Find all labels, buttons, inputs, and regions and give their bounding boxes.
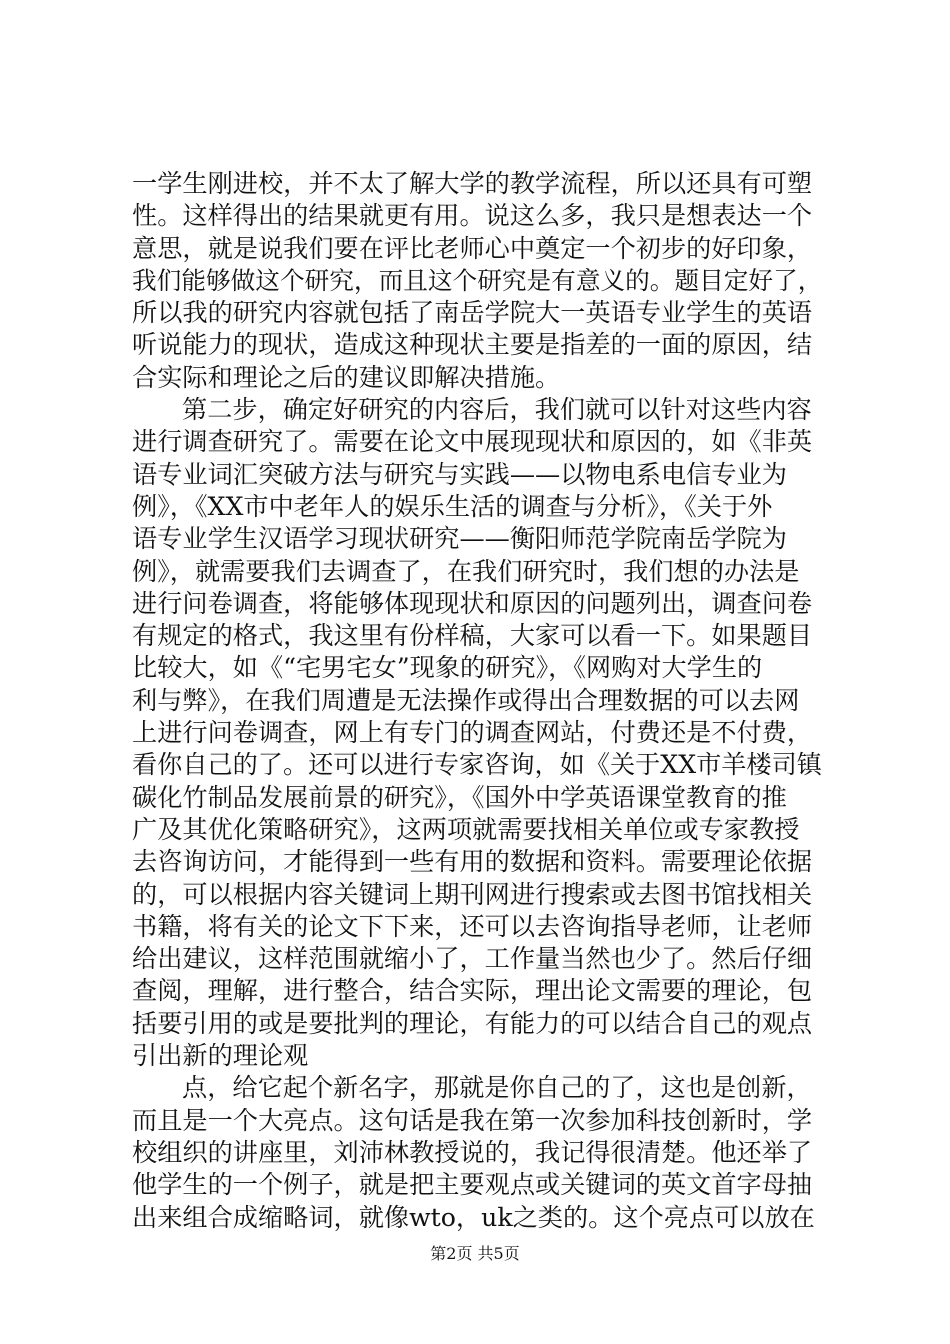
text-line: 语专业词汇突破方法与研究与实践——以物电系电信专业为 xyxy=(132,459,787,489)
text-line: 进行问卷调查，将能够体现现状和原因的问题列出，调查问卷 xyxy=(132,588,813,618)
text-line: 我们能够做这个研究，而且这个研究是有意义的。题目定好了， xyxy=(132,265,823,295)
text-line: 去咨询访问，才能得到一些有用的数据和资料。需要理论依据 xyxy=(132,847,813,877)
text-line: 碳化竹制品发展前景的研究》，《国外中学英语课堂教育的推 xyxy=(132,782,787,812)
text-line: 引出新的理论观 xyxy=(132,1041,309,1071)
text-line: 听说能力的现状，造成这种现状主要是指差的一面的原因，结 xyxy=(132,330,813,360)
text-line: 意思，就是说我们要在评比老师心中奠定一个初步的好印象， xyxy=(132,233,813,263)
text-line: 性。这样得出的结果就更有用。说这么多，我只是想表达一个 xyxy=(132,201,813,231)
text-line: 所以我的研究内容就包括了南岳学院大一英语专业学生的英语 xyxy=(132,298,813,328)
text-line: 出来组合成缩略词，就像wto，uk之类的。这个亮点可以放在 xyxy=(132,1202,815,1232)
text-line: 给出建议，这样范围就缩小了，工作量当然也少了。然后仔细 xyxy=(132,944,813,974)
text-line: 合实际和理论之后的建议即解决措施。 xyxy=(132,362,561,392)
text-line: 例》，就需要我们去调查了，在我们研究时，我们想的办法是 xyxy=(132,556,800,586)
text-line: 利与弊》，在我们周遭是无法操作或得出合理数据的可以去网 xyxy=(132,685,800,715)
body-text xyxy=(132,168,822,1234)
text-line: 他学生的一个例子，就是把主要观点或关键词的英文首字母抽 xyxy=(132,1170,813,1200)
text-line: 有规定的格式，我这里有份样稿，大家可以看一下。如果题目 xyxy=(132,621,813,651)
text-line: 比较大，如《“宅男宅女”现象的研究》，《网购对大学生的 xyxy=(132,653,763,683)
text-line: 书籍，将有关的论文下下来，还可以去咨询指导老师，让老师 xyxy=(132,911,813,941)
text-line: 上进行问卷调查，网上有专门的调查网站，付费还是不付费， xyxy=(132,718,813,748)
text-line: 查阅，理解，进行整合，结合实际，理出论文需要的理论，包 xyxy=(132,976,813,1006)
text-line: 第二步，确定好研究的内容后，我们就可以针对这些内容 xyxy=(182,395,812,425)
text-line: 一学生刚进校，并不太了解大学的教学流程，所以还具有可塑 xyxy=(132,169,813,198)
text-line: 看你自己的了。还可以进行专家咨询，如《关于XX市羊楼司镇 xyxy=(132,750,822,780)
text-line: 点，给它起个新名字，那就是你自己的了，这也是创新， xyxy=(182,1073,812,1103)
text-line: 语专业学生汉语学习现状研究——衡阳师范学院南岳学院为 xyxy=(132,524,787,554)
page-number-label: 第2页 共5页 xyxy=(430,1244,520,1263)
page-footer xyxy=(0,1244,950,1264)
text-line: 的，可以根据内容关键词上期刊网进行搜索或去图书馆找相关 xyxy=(132,879,813,909)
text-line: 例》，《XX市中老年人的娱乐生活的调查与分析》，《关于外 xyxy=(132,491,773,521)
text-line: 广及其优化策略研究》，这两项就需要找相关单位或专家教授 xyxy=(132,814,800,844)
text-line: 校组织的讲座里，刘沛林教授说的，我记得很清楚。他还举了 xyxy=(132,1137,813,1167)
text-line: 而且是一个大亮点。这句话是我在第一次参加科技创新时，学 xyxy=(132,1105,813,1135)
text-line: 括要引用的或是要批判的理论，有能力的可以结合自己的观点 xyxy=(132,1008,813,1038)
text-line: 进行调查研究了。需要在论文中展现现状和原因的，如《非英 xyxy=(132,427,813,457)
